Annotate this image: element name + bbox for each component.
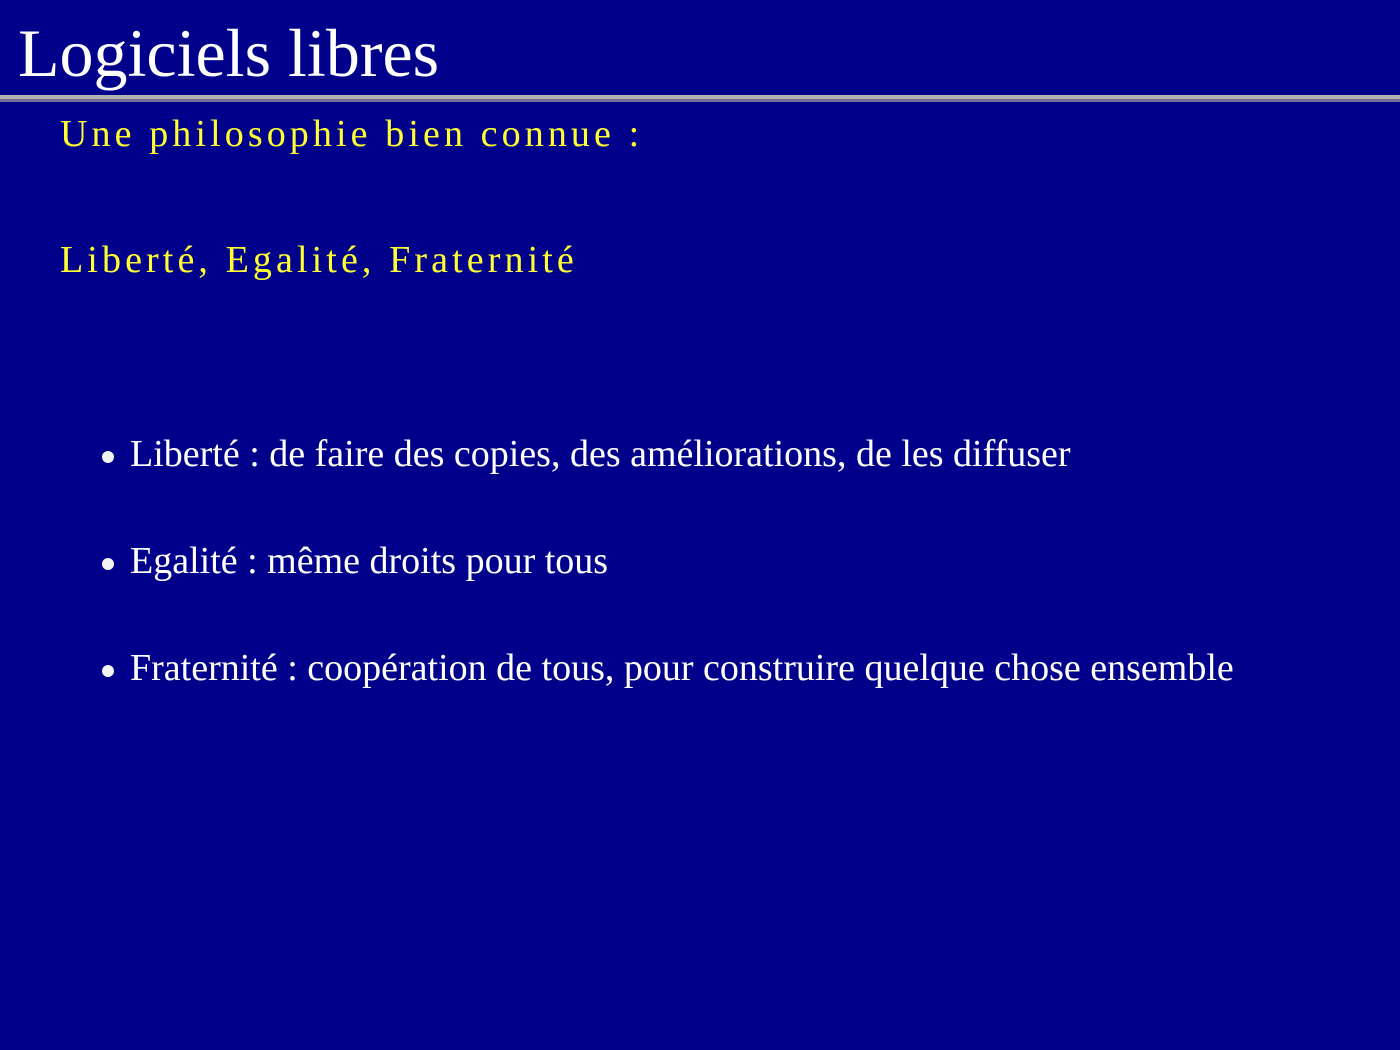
title-divider-shadow [0,99,1400,102]
bullet-list [100,425,1300,698]
bullet-icon [102,665,114,677]
bullet-item-fraternite [100,639,1300,698]
slide-title: Logiciels libres [18,15,440,91]
subtitle-line-1: Une philosophie bien connue : [60,113,644,155]
bullet-icon [102,451,114,463]
bullet-item-egalite [100,532,1300,591]
bullet-icon [102,558,114,570]
bullet-text: Egalité : même droits pour tous [130,540,609,582]
bullet-text: Liberté : de faire des copies, des améliorations, de les diffuser [130,433,1071,475]
subtitle-line-2: Liberté, Egalité, Fraternité [60,239,578,281]
bullet-text: Fraternité : coopération de tous, pour construire quelque chose ensemble [130,647,1234,689]
bullet-item-liberte [100,425,1300,484]
